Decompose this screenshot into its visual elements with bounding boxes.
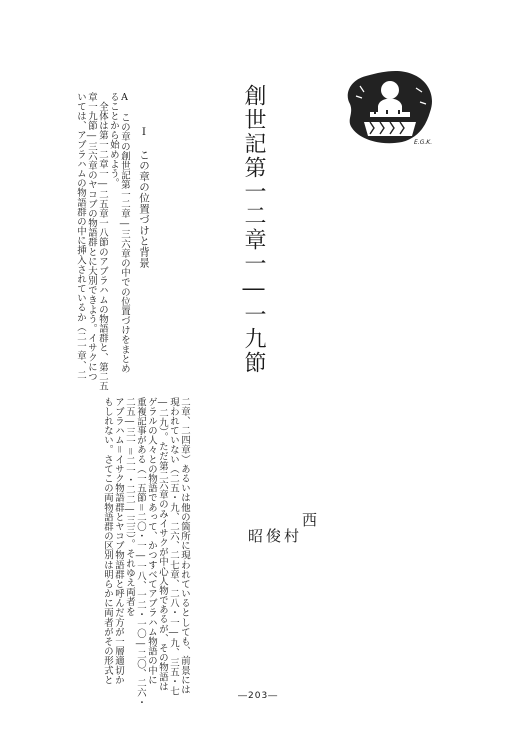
text-line: いては、アブラハムの物語群の中に挿入されているか（二一章、二 xyxy=(75,92,86,380)
text-line: 全体は第一二章一―二五章一八節のアブラハムの物語群と、第二五 xyxy=(97,92,108,391)
text-line: 二五―三一＝二一・二二―三三）。それゆえ両者を xyxy=(124,397,135,617)
chapter-title: 創世記第一二章一―一九節 xyxy=(241,84,266,375)
author-name xyxy=(246,512,318,543)
author-char: 俊 xyxy=(264,528,282,543)
page-number: ―203― xyxy=(238,691,279,701)
body-text-lower xyxy=(64,397,190,708)
text-line: 重複記事がある（一五節＝二〇・一―一八、一二・一〇―二〇、二六・ xyxy=(135,397,146,708)
section-heading: I この章の位置づけと背景 xyxy=(138,126,150,268)
author-char: 村 xyxy=(282,528,300,543)
text-line: 現われていない（二五・九、二六、二七章、二八・一―九、三五・七 xyxy=(168,397,179,696)
text-line: もしれない。さてこの両物語群の区別は明らかに両者がその形式と xyxy=(102,397,113,685)
emblem-signature: E.G.K. xyxy=(414,139,433,146)
text-line: ゲラルの人々との物語であって、かつすべてアブラハム物語の中に xyxy=(146,397,157,685)
text-line: ることから始めよう。 xyxy=(108,92,119,188)
text-line: ―二九）。ただ第二六章のみイサクが中心人物であるが、その物語は xyxy=(157,397,168,692)
body-text-upper xyxy=(38,92,130,391)
emblem-illustration xyxy=(336,66,438,146)
author-char: 昭 xyxy=(246,528,264,543)
text-line: 二章、二四章）あるいは他の箇所に現われているとしても、前景には xyxy=(179,397,190,695)
text-line: 章一九節―三六章のヤコブの物語群とに大別できよう。イサクにつ xyxy=(86,92,97,382)
author-char: 西 xyxy=(300,512,318,527)
text-line: アブラハム＝イサク物語群とヤコブ物語群と呼んだ方が一層適切か xyxy=(113,397,124,685)
text-line: A この章の創世記第一二章―三六章の中での位置づけをまとめ xyxy=(119,92,130,374)
